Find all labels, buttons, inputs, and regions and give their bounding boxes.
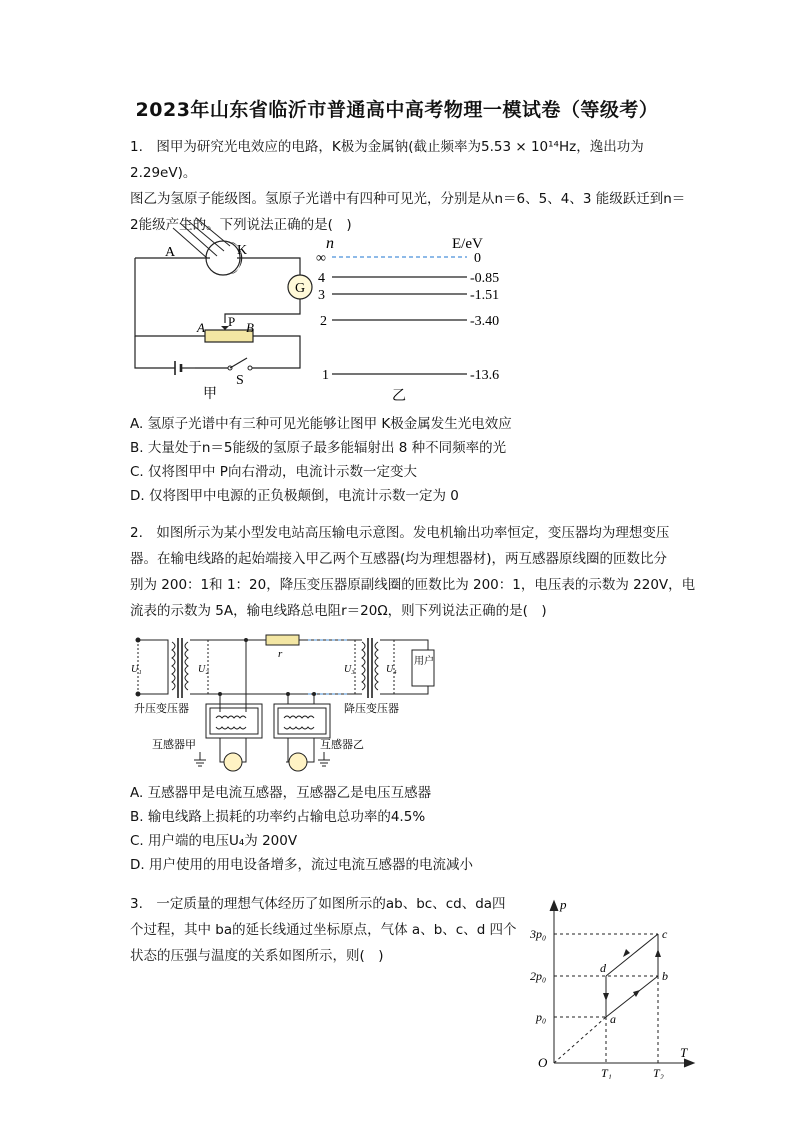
q2-line-2: 器。在输电线路的起始端接入甲乙两个互感器(均为理想器材)，两互感器原线圈的匝数比分 <box>130 551 668 567</box>
q2-option-b: B. 输电线路上损耗的功率约占输电总功率的4.5% <box>130 809 426 825</box>
axis-t-label: T <box>680 1045 688 1060</box>
energy-level-figure <box>312 232 522 404</box>
level-2-e: -3.40 <box>470 314 500 329</box>
q2-option-a: A. 互感器甲是电流互感器，互感器乙是电压互感器 <box>130 785 432 801</box>
caption-yi: 乙 <box>392 388 406 404</box>
label-u3: U₃ <box>344 664 355 675</box>
meter-jia <box>224 753 242 771</box>
q1-option-a: A. 氢原子光谱中有三种可见光能够让图甲 K极金属发生光电效应 <box>130 416 512 432</box>
q2-options <box>130 781 710 877</box>
level-inf-e: 0 <box>474 251 481 266</box>
label-slider-p: P <box>228 314 236 329</box>
n-header: n <box>326 235 334 252</box>
q1-line-2: 图乙为氢原子能级图。氢原子光谱中有四种可见光，分别是从n＝6、5、4、3 能级跃迁到n＝ <box>130 191 686 207</box>
label-cathode-k: K <box>237 243 248 258</box>
q2-option-c: C. 用户端的电压U₄为 200V <box>130 833 298 849</box>
photoelectric-circuit-figure <box>125 218 325 403</box>
meter-yi <box>289 753 307 771</box>
question-2-stem <box>130 520 700 624</box>
level-2-n: 2 <box>320 314 327 329</box>
label-r: r <box>278 648 283 660</box>
q2-option-d: D. 用户使用的用电设备增多，流过电流互感器的电流减小 <box>130 857 473 873</box>
level-3-n: 3 <box>318 288 325 303</box>
label-hgq-yi: 互感器乙 <box>320 738 364 751</box>
label-hgq-jia: 互感器甲 <box>152 738 196 751</box>
label-slider-a: A <box>197 320 205 335</box>
label-u1: U₁ <box>131 664 142 675</box>
point-d: d <box>600 961 606 975</box>
level-4-e: -0.85 <box>470 271 500 286</box>
q2-line-4: 流表的示数为 5A，输电线路总电阻r＝20Ω，则下列说法正确的是( ) <box>130 603 547 619</box>
label-switch-s: S <box>236 373 244 388</box>
label-anode-a: A <box>165 245 176 260</box>
q3-line-1: 3. 一定质量的理想气体经历了如图所示的ab、bc、cd、da四 <box>130 896 506 912</box>
level-3-e: -1.51 <box>470 288 500 303</box>
q1-options <box>130 412 710 508</box>
galvanometer-label: G <box>294 281 306 296</box>
axis-p-label: p <box>560 897 567 912</box>
level-1-n: 1 <box>322 368 329 383</box>
tick-2p0: 2p₀ <box>530 969 547 983</box>
point-b: b <box>662 969 668 983</box>
q2-line-1: 2. 如图所示为某小型发电站高压输电示意图。发电机输出功率恒定，变压器均为理想变压 <box>130 525 670 541</box>
level-4-n: 4 <box>318 271 325 286</box>
level-inf-n: ∞ <box>316 251 326 266</box>
q1-option-c: C. 仅将图甲中 P向右滑动，电流计示数一定变大 <box>130 464 417 480</box>
line-resistor-r <box>266 635 299 645</box>
q1-line-3: 2能级产生的。下列说法正确的是( ) <box>130 217 352 233</box>
tick-t2: T₂ <box>653 1066 664 1079</box>
tick-3p0: 3p₀ <box>530 927 547 941</box>
tick-t1: T₁ <box>601 1066 612 1079</box>
point-a: a <box>610 1012 616 1026</box>
page-title: 2023年山东省临沂市普通高中高考物理一模试卷（等级考） <box>135 99 659 121</box>
q1-line-1: 1. 图甲为研究光电效应的电路，K极为金属钠(截止频率为5.53 × 10¹⁴Hz，逸出功为2.29eV)。 <box>130 139 644 181</box>
q1-option-d: D. 仅将图甲中电源的正负极颠倒，电流计示数一定为 0 <box>130 488 459 504</box>
q1-option-b: B. 大量处于n＝5能级的氢原子最多能辐射出 8 种不同频率的光 <box>130 440 507 456</box>
label-u4: U₄ <box>386 664 397 675</box>
label-step-down: 降压变压器 <box>344 702 399 715</box>
origin-label: O <box>538 1055 548 1070</box>
caption-jia: 甲 <box>203 386 217 402</box>
label-slider-b: B <box>246 320 254 335</box>
label-user: 用户 <box>414 656 434 667</box>
tick-p0: p₀ <box>536 1010 547 1024</box>
power-transmission-figure <box>128 632 448 777</box>
p-t-graph <box>530 897 700 1079</box>
label-u2: U₂ <box>198 664 209 675</box>
q3-line-2: 个过程，其中 ba的延长线通过坐标原点，气体 a、b、c、d 四个 <box>130 922 517 938</box>
point-c: c <box>662 927 668 941</box>
label-step-up: 升压变压器 <box>134 702 189 715</box>
level-1-e: -13.6 <box>470 368 500 383</box>
q3-line-3: 状态的压强与温度的关系如图所示，则( ) <box>130 948 384 964</box>
e-header: E/eV <box>452 236 483 252</box>
q2-line-3: 别为 200：1和 1：20，降压变压器原副线圈的匝数比为 200：1，电压表的示数为 220V，电 <box>130 577 696 593</box>
question-3-stem <box>130 891 530 969</box>
